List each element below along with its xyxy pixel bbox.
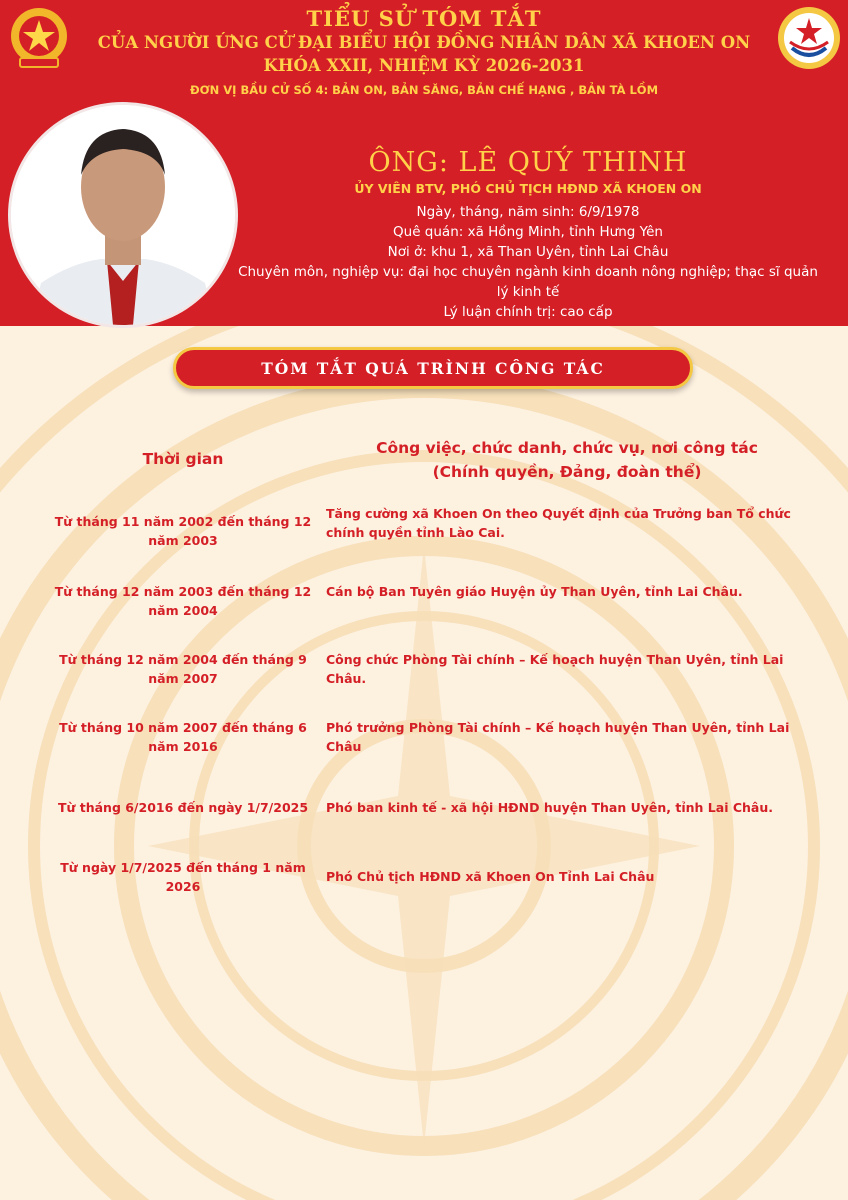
column-header-job-line1: Công việc, chức danh, chức vụ, nơi công tác bbox=[376, 439, 758, 457]
table-header bbox=[52, 436, 822, 494]
row-job: Tăng cường xã Khoen On theo Quyết định của Trưởng ban Tổ chức chính quyền tỉnh Lào Cai. bbox=[326, 506, 791, 540]
row-job: Phó Chủ tịch HĐND xã Khoen On Tỉnh Lai Châu bbox=[326, 869, 655, 884]
row-time: Từ tháng 6/2016 đến ngày 1/7/2025 bbox=[57, 800, 309, 815]
row-job: Cán bộ Ban Tuyên giáo Huyện ủy Than Uyên, tỉnh Lai Châu. bbox=[326, 584, 743, 599]
column-header-job bbox=[334, 436, 800, 484]
candidate-residence: Nơi ở: khu 1, xã Than Uyên, tỉnh Lai Châu bbox=[387, 244, 669, 260]
column-header-job-line2: (Chính quyền, Đảng, đoàn thể) bbox=[432, 463, 702, 481]
row-job: Công chức Phòng Tài chính – Kế hoạch huyện Than Uyên, tỉnh Lai Châu. bbox=[326, 652, 784, 686]
candidate-role: ỦY VIÊN BTV, PHÓ CHỦ TỊCH HĐND XÃ KHOEN ON bbox=[354, 181, 702, 196]
candidate-specialty: Chuyên môn, nghiệp vụ: đại học chuyên ngành kinh doanh nông nghiệp; thạc sĩ quản lý kinh tế bbox=[238, 264, 818, 300]
portrait-image bbox=[11, 105, 235, 325]
document-title: TIỂU SỬ TÓM TẮT bbox=[306, 6, 542, 31]
row-time: Từ ngày 1/7/2025 đến tháng 1 năm 2026 bbox=[60, 860, 306, 894]
row-time: Từ tháng 12 năm 2003 đến tháng 12 năm 2004 bbox=[54, 584, 312, 618]
candidate-name: ÔNG: LÊ QUÝ THINH bbox=[368, 147, 688, 178]
election-unit: ĐƠN VỊ BẦU CỬ SỐ 4: BẢN ON, BẢN SĂNG, BẢN CHẾ HẠNG , BẢN TÀ LỒM bbox=[189, 83, 659, 97]
document-subtitle: CỦA NGƯỜI ỨNG CỬ ĐẠI BIỂU HỘI ĐỒNG NHÂN DÂN XÃ KHOEN ON bbox=[97, 33, 751, 52]
candidate-hometown: Quê quán: xã Hồng Minh, tỉnh Hưng Yên bbox=[393, 224, 663, 240]
section-title: TÓM TẮT QUÁ TRÌNH CÔNG TÁC bbox=[173, 347, 693, 389]
candidate-birth: Ngày, tháng, năm sinh: 6/9/1978 bbox=[416, 204, 640, 220]
candidate-portrait bbox=[8, 102, 238, 328]
row-time: Từ tháng 10 năm 2007 đến tháng 6 năm 2016 bbox=[59, 720, 307, 754]
national-emblem-icon bbox=[8, 6, 70, 70]
row-time: Từ tháng 11 năm 2002 đến tháng 12 năm 2003 bbox=[54, 514, 312, 548]
column-header-time: Thời gian bbox=[142, 450, 224, 468]
row-job: Phó ban kinh tế - xã hội HĐND huyện Than Uyên, tỉnh Lai Châu. bbox=[326, 800, 773, 815]
candidate-politics: Lý luận chính trị: cao cấp bbox=[443, 304, 613, 320]
career-table bbox=[52, 436, 822, 894]
fatherland-front-emblem-icon bbox=[776, 4, 842, 72]
row-time: Từ tháng 12 năm 2004 đến tháng 9 năm 2007 bbox=[59, 652, 307, 686]
row-job: Phó trưởng Phòng Tài chính – Kế hoạch huyện Than Uyên, tỉnh Lai Châu bbox=[326, 720, 790, 754]
term-label: KHÓA XXII, NHIỆM KỲ 2026-2031 bbox=[263, 56, 585, 75]
